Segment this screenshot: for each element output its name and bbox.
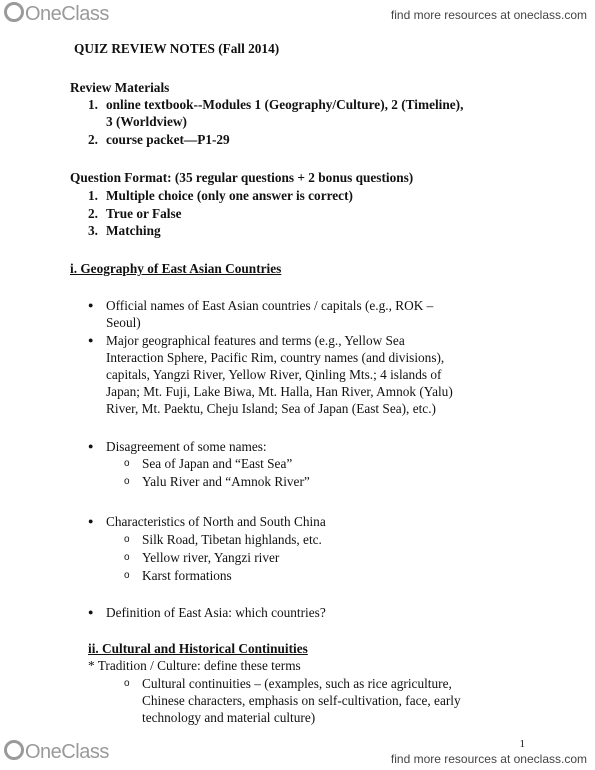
- logo-circle-icon: [4, 2, 24, 22]
- format-item-num-2: 2.: [88, 206, 98, 221]
- s2-sub-line3: technology and material culture): [142, 710, 316, 725]
- format-item-num-3: 3.: [88, 223, 98, 238]
- s1-b5: Definition of East Asia: which countries?: [106, 605, 326, 620]
- review-item-1-line2: 3 (Worldview): [106, 114, 187, 129]
- sub-bullet-icon: o: [124, 552, 130, 563]
- s1-b2-line4: Japan; Mt. Fuji, Lake Biwa, Mt. Halla, Han River, Amnok (Yalu): [106, 384, 453, 399]
- s2-star-line: * Tradition / Culture: define these terms: [88, 658, 301, 673]
- s1-b4-sub3: Karst formations: [142, 568, 232, 583]
- section-1-heading: i. Geography of East Asian Countries: [70, 261, 282, 276]
- review-item-num-1: 1.: [88, 97, 98, 112]
- review-item-1-line1: online textbook--Modules 1 (Geography/Culture), 2 (Timeline),: [106, 97, 464, 112]
- s1-b4-sub1: Silk Road, Tibetan highlands, etc.: [142, 532, 322, 547]
- s1-b2-line5: River, Mt. Paektu, Cheju Island; Sea of Japan (East Sea), etc.): [106, 401, 436, 416]
- format-heading: Question Format: (35 regular questions + 2 bonus questions): [70, 170, 414, 185]
- bullet-icon: ●: [88, 441, 94, 451]
- review-item-num-2: 2.: [88, 132, 98, 147]
- s1-b1-line2: Seoul): [106, 315, 141, 330]
- bullet-icon: ●: [88, 607, 94, 617]
- s1-b2-line3: capitals, Yangzi River, Yellow River, Qinling Mts.; 4 islands of: [106, 367, 442, 382]
- review-heading: Review Materials: [70, 80, 170, 95]
- s1-b4-sub2: Yellow river, Yangzi river: [142, 550, 280, 565]
- s2-sub-line1: Cultural continuities – (examples, such as rice agriculture,: [142, 676, 452, 691]
- sub-bullet-icon: o: [124, 678, 130, 689]
- find-resources-link-top[interactable]: find more resources at oneclass.com: [390, 8, 587, 22]
- sub-bullet-icon: o: [124, 570, 130, 581]
- section-2-heading: ii. Cultural and Historical Continuities: [88, 641, 308, 656]
- format-item-num-1: 1.: [88, 188, 98, 203]
- format-item-1: Multiple choice (only one answer is correct): [106, 188, 353, 203]
- format-item-3: Matching: [106, 223, 161, 238]
- sub-bullet-icon: o: [124, 534, 130, 545]
- s1-b4: Characteristics of North and South China: [106, 514, 326, 529]
- sub-bullet-icon: o: [124, 458, 130, 469]
- oneclass-logo-bottom[interactable]: OneClass: [4, 740, 109, 764]
- sub-bullet-icon: o: [124, 476, 130, 487]
- oneclass-logo-top[interactable]: OneClass: [4, 2, 109, 26]
- s1-b2-line1: Major geographical features and terms (e.g., Yellow Sea: [106, 333, 405, 348]
- s1-b3-sub1: Sea of Japan and “East Sea”: [142, 456, 293, 471]
- s1-b1-line1: Official names of East Asian countries / capitals (e.g., ROK –: [106, 298, 434, 313]
- page-number: 1: [519, 738, 525, 750]
- bullet-icon: ●: [88, 300, 94, 310]
- format-item-2: True or False: [106, 206, 182, 221]
- s1-b2-line2: Interaction Sphere, Pacific Rim, country names (and divisions),: [106, 350, 445, 365]
- review-item-2: course packet—P1-29: [106, 132, 230, 147]
- s1-b3-sub2: Yalu River and “Amnok River”: [142, 474, 310, 489]
- bullet-icon: ●: [88, 516, 94, 526]
- doc-title: QUIZ REVIEW NOTES (Fall 2014): [74, 41, 280, 56]
- s2-sub-line2: Chinese characters, emphasis on self-cultivation, face, early: [142, 693, 461, 708]
- bullet-icon: ●: [88, 335, 94, 345]
- s1-b3: Disagreement of some names:: [106, 439, 267, 454]
- find-resources-link-bottom[interactable]: find more resources at oneclass.com: [390, 752, 587, 766]
- logo-circle-icon: [4, 740, 24, 760]
